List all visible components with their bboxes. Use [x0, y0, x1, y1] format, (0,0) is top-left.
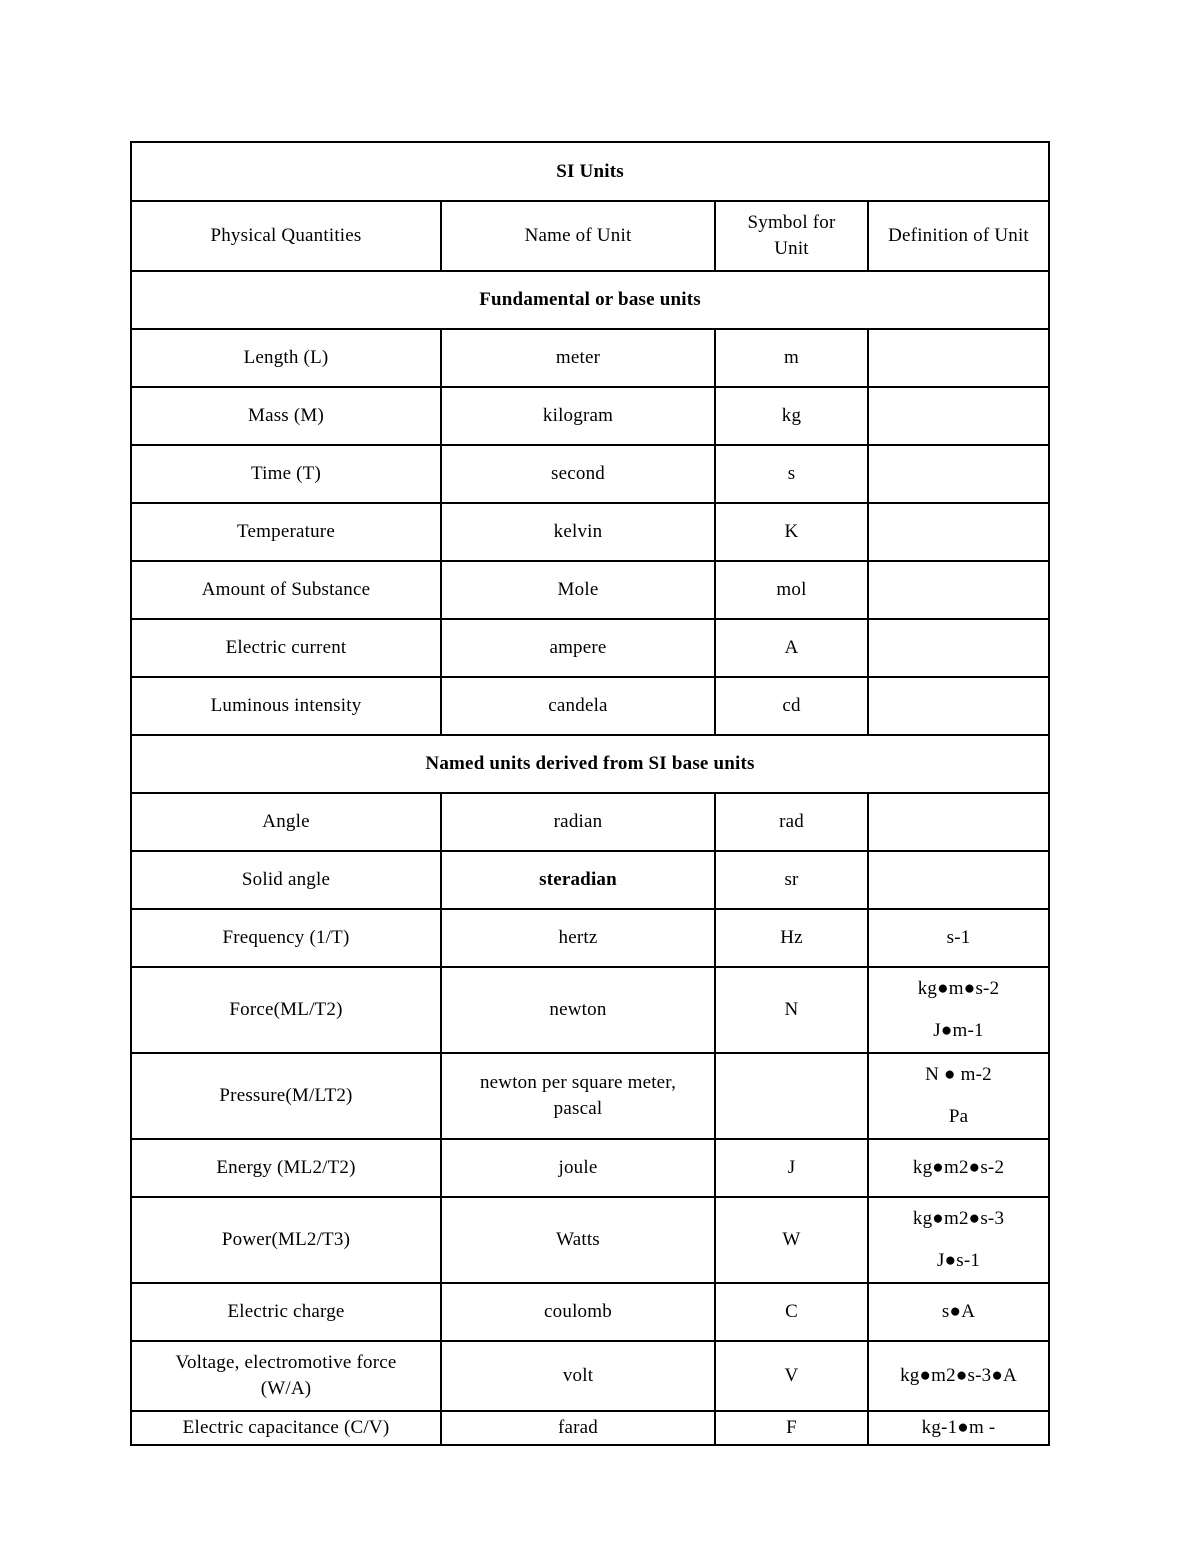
table-row — [131, 1341, 1049, 1411]
cell-unit: Watts — [441, 1197, 715, 1283]
cell-symbol: Hz — [715, 909, 868, 967]
cell-unit: meter — [441, 329, 715, 387]
cell-definition — [868, 793, 1049, 851]
definition-line: kg●m●s-2 — [917, 978, 1000, 999]
definition-line-alt: J●s-1 — [936, 1250, 981, 1271]
cell-definition — [868, 967, 1049, 1053]
table-row — [131, 561, 1049, 619]
cell-symbol: rad — [715, 793, 868, 851]
cell-unit: coulomb — [441, 1283, 715, 1341]
cell-quantity: Angle — [131, 793, 441, 851]
section-heading-base-units: Fundamental or base units — [131, 271, 1049, 329]
header-symbol-for-unit: Symbol for Unit — [715, 201, 868, 271]
cell-quantity: Length (L) — [131, 329, 441, 387]
definition-line: kg●m2●s-3 — [912, 1208, 1005, 1229]
cell-unit: steradian — [441, 851, 715, 909]
cell-quantity: Solid angle — [131, 851, 441, 909]
cell-unit: candela — [441, 677, 715, 735]
section-row-derived — [131, 735, 1049, 793]
cell-definition — [868, 329, 1049, 387]
cell-symbol: m — [715, 329, 868, 387]
cell-unit: joule — [441, 1139, 715, 1197]
cell-definition — [868, 445, 1049, 503]
cell-symbol: sr — [715, 851, 868, 909]
cell-unit: farad — [441, 1411, 715, 1445]
cell-quantity: Mass (M) — [131, 387, 441, 445]
cell-quantity: Frequency (1/T) — [131, 909, 441, 967]
header-physical-quantities: Physical Quantities — [131, 201, 441, 271]
cell-symbol: W — [715, 1197, 868, 1283]
cell-unit: newton per square meter, pascal — [441, 1053, 715, 1139]
cell-symbol: C — [715, 1283, 868, 1341]
table-row — [131, 445, 1049, 503]
table-row — [131, 619, 1049, 677]
section-row-base — [131, 271, 1049, 329]
table-row — [131, 967, 1049, 1053]
cell-quantity: Electric current — [131, 619, 441, 677]
cell-quantity: Voltage, electromotive force (W/A) — [131, 1341, 441, 1411]
cell-quantity: Energy (ML2/T2) — [131, 1139, 441, 1197]
si-units-table — [130, 141, 1050, 1446]
cell-quantity: Temperature — [131, 503, 441, 561]
cell-symbol: F — [715, 1411, 868, 1445]
table-row — [131, 1411, 1049, 1445]
cell-definition: kg●m2●s-3●A — [868, 1341, 1049, 1411]
cell-quantity: Time (T) — [131, 445, 441, 503]
cell-unit: Mole — [441, 561, 715, 619]
cell-definition — [868, 561, 1049, 619]
table-row — [131, 329, 1049, 387]
definition-line: N ● m-2 — [925, 1064, 992, 1085]
table-row — [131, 1197, 1049, 1283]
cell-unit: volt — [441, 1341, 715, 1411]
table-title: SI Units — [131, 142, 1049, 201]
cell-symbol: kg — [715, 387, 868, 445]
cell-unit: ampere — [441, 619, 715, 677]
table-row — [131, 387, 1049, 445]
header-name-of-unit: Name of Unit — [441, 201, 715, 271]
table-row — [131, 1139, 1049, 1197]
cell-symbol: A — [715, 619, 868, 677]
definition-line-alt: J●m-1 — [933, 1020, 984, 1041]
header-definition-of-unit: Definition of Unit — [868, 201, 1049, 271]
cell-symbol: K — [715, 503, 868, 561]
table-row — [131, 793, 1049, 851]
table-header-row — [131, 201, 1049, 271]
table-row — [131, 677, 1049, 735]
cell-definition: s-1 — [868, 909, 1049, 967]
cell-unit: newton — [441, 967, 715, 1053]
cell-definition — [868, 677, 1049, 735]
cell-definition: kg●m2●s-2 — [868, 1139, 1049, 1197]
cell-symbol: s — [715, 445, 868, 503]
cell-quantity: Pressure(M/LT2) — [131, 1053, 441, 1139]
cell-symbol — [715, 1053, 868, 1139]
table-row — [131, 851, 1049, 909]
cell-definition — [868, 1053, 1049, 1139]
cell-quantity: Force(ML/T2) — [131, 967, 441, 1053]
table-title-row — [131, 142, 1049, 201]
cell-unit: radian — [441, 793, 715, 851]
cell-quantity: Amount of Substance — [131, 561, 441, 619]
cell-definition: kg-1●m - — [868, 1411, 1049, 1445]
cell-symbol: J — [715, 1139, 868, 1197]
cell-unit: second — [441, 445, 715, 503]
table-row — [131, 909, 1049, 967]
cell-definition — [868, 619, 1049, 677]
cell-definition — [868, 387, 1049, 445]
table-row — [131, 1283, 1049, 1341]
table-row — [131, 1053, 1049, 1139]
cell-definition — [868, 1197, 1049, 1283]
table-row — [131, 503, 1049, 561]
cell-unit: kelvin — [441, 503, 715, 561]
cell-definition: s●A — [868, 1283, 1049, 1341]
cell-quantity: Electric charge — [131, 1283, 441, 1341]
cell-symbol: mol — [715, 561, 868, 619]
cell-unit: kilogram — [441, 387, 715, 445]
cell-definition — [868, 503, 1049, 561]
cell-definition — [868, 851, 1049, 909]
cell-quantity: Power(ML2/T3) — [131, 1197, 441, 1283]
section-heading-derived-units: Named units derived from SI base units — [131, 735, 1049, 793]
cell-unit: hertz — [441, 909, 715, 967]
cell-symbol: N — [715, 967, 868, 1053]
cell-symbol: V — [715, 1341, 868, 1411]
cell-symbol: cd — [715, 677, 868, 735]
cell-quantity: Electric capacitance (C/V) — [131, 1411, 441, 1445]
definition-line-alt: Pa — [948, 1106, 969, 1127]
cell-quantity: Luminous intensity — [131, 677, 441, 735]
